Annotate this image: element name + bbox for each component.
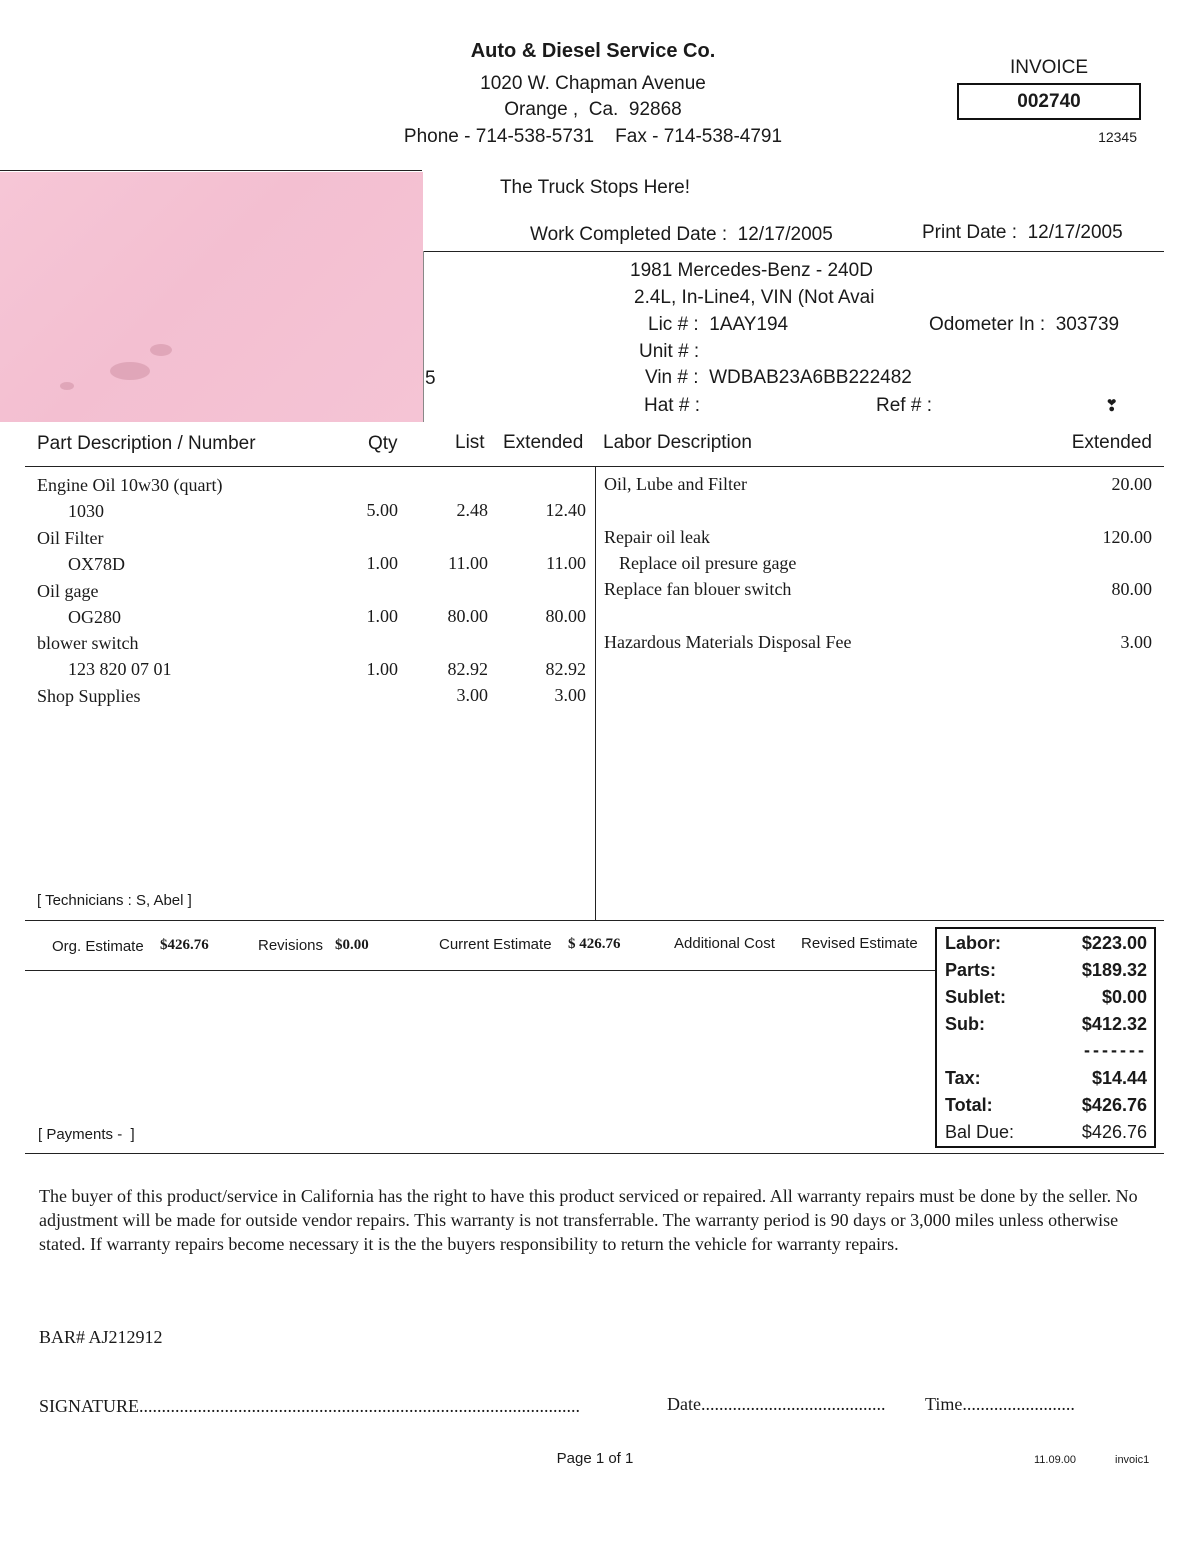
subtotal-dashes: ------- [1084,1040,1147,1060]
labor-row-2-amount: 120.00 [1102,527,1152,547]
part-row-5-extended: 3.00 [554,685,586,705]
labor-row-1-amount: 20.00 [1111,474,1152,494]
part-row-1-extended: 12.40 [545,500,586,520]
part-row-2-number: OX78D [68,554,125,574]
form-version: 11.09.00 [1034,1454,1077,1466]
signature-line: SIGNATURE.................................................................................................. [39,1396,581,1416]
tax-value: $14.44 [1091,1068,1147,1088]
parts-total-label: Parts: [945,960,997,980]
labor-row-2-desc: Repair oil leak [604,527,710,547]
vin-number: Vin # : WDBAB23A6BB222482 [645,367,912,388]
company-phone-fax: Phone - 714-538-5731 Fax - 714-538-4791 [403,126,783,147]
parts-labor-divider [595,466,596,921]
balance-due-value: $426.76 [1081,1122,1147,1142]
part-row-4-list: 82.92 [447,659,488,679]
col-list: List [455,432,485,453]
slogan: The Truck Stops Here! [499,177,691,198]
header-rule-left [0,170,422,171]
part-row-1-list: 2.48 [456,500,488,520]
page-number: Page 1 of 1 [556,1450,634,1467]
print-date: Print Date : 12/17/2005 [922,222,1123,243]
tax-label: Tax: [945,1068,981,1088]
part-row-2-list: 11.00 [448,553,488,573]
stray-digit: 5 [425,368,436,389]
work-completed-date: Work Completed Date : 12/17/2005 [530,224,833,245]
revised-estimate-label: Revised Estimate [801,935,918,952]
current-estimate-label: Current Estimate [439,936,552,953]
subtotal-value: $412.32 [1081,1014,1147,1034]
payments: [ Payments - ] [38,1126,135,1143]
labor-row-4-desc: Replace fan blouer switch [604,579,792,599]
part-row-5-list: 3.00 [456,685,488,705]
col-extended: Extended [503,432,584,453]
estimate-rule-top [25,920,1164,921]
unit-number: Unit # : [639,341,700,362]
customer-code: 12345 [1098,129,1137,145]
part-row-4-number: 123 820 07 01 [68,659,172,679]
labor-row-3-desc: Replace oil presure gage [619,553,797,573]
form-name: invoic1 [1115,1454,1150,1466]
part-row-1-qty: 5.00 [366,500,398,520]
sublet-total-value: $0.00 [1101,987,1147,1007]
hat-number: Hat # : [644,395,700,416]
company-address-line1: 1020 W. Chapman Avenue [480,73,706,94]
part-row-2-extended: 11.00 [546,553,586,573]
balance-due-label: Bal Due: [945,1122,1015,1142]
labor-row-4-amount: 80.00 [1111,579,1152,599]
labor-row-5-desc: Hazardous Materials Disposal Fee [604,632,852,652]
labor-row-1-desc: Oil, Lube and Filter [604,474,747,494]
org-estimate-label: Org. Estimate [52,938,144,955]
grand-total-label: Total: [945,1095,993,1115]
header-rule [424,251,1164,252]
totals-box [935,927,1156,1148]
part-row-4-extended: 82.92 [545,659,586,679]
part-row-2-desc: Oil Filter [37,528,104,548]
part-row-1-number: 1030 [68,501,104,521]
part-row-3-desc: Oil gage [37,581,99,601]
part-row-1-desc: Engine Oil 10w30 (quart) [37,475,223,495]
grand-total-value: $426.76 [1081,1095,1147,1115]
part-row-3-extended: 80.00 [545,606,586,626]
additional-cost-label: Additional Cost [674,935,775,952]
labor-row-5-amount: 3.00 [1120,632,1152,652]
sublet-total-label: Sublet: [945,987,1006,1007]
license-number: Lic # : 1AAY194 [648,314,789,335]
col-part-description: Part Description / Number [37,433,256,454]
estimate-rule-bottom [25,970,935,971]
vehicle-model: 1981 Mercedes-Benz - 240D [630,260,873,281]
warranty-rule [25,1153,1164,1154]
labor-total-value: $223.00 [1081,933,1147,953]
invoice-number: 002740 [957,83,1141,120]
subtotal-label: Sub: [945,1014,985,1034]
col-labor-extended: Extended [1071,432,1152,453]
part-row-2-qty: 1.00 [366,553,398,573]
org-estimate-value: $426.76 [160,937,209,953]
invoice-label: INVOICE [1009,57,1089,78]
parts-total-value: $189.32 [1081,960,1147,980]
company-address-line2: Orange , Ca. 92868 [504,99,682,120]
warranty-text: The buyer of this product/service in California has the right to have this product serviced or repaired. All warranty repairs must be done by the seller. No adjustment will be made for outside vendor repairs. This warranty is not transferrable. The warranty period is 90 days or 3,000 miles unless otherwise stated. If warranty repairs become necessary it is the the buyers responsibility to return the vehicle for warranty repairs. [39,1186,1138,1254]
part-row-4-qty: 1.00 [366,659,398,679]
company-name: Auto & Diesel Service Co. [470,40,716,62]
part-row-5-desc: Shop Supplies [37,686,141,706]
technicians: [ Technicians : S, Abel ] [37,892,192,909]
col-labor-description: Labor Description [603,432,752,453]
odometer-in: Odometer In : 303739 [929,314,1120,335]
pink-edge [423,251,424,422]
redaction-patch [0,172,423,422]
vehicle-engine: 2.4L, In-Line4, VIN (Not Avai [634,287,875,308]
part-row-3-number: OG280 [68,607,121,627]
ref-number: Ref # : [876,395,932,416]
labor-total-label: Labor: [945,933,1001,953]
part-row-3-list: 80.00 [447,606,488,626]
part-row-4-desc: blower switch [37,633,139,653]
col-qty: Qty [368,433,398,454]
revisions-label: Revisions [258,937,324,954]
time-line: Time......................... [925,1394,1075,1414]
bar-number: BAR# AJ212912 [39,1327,163,1347]
part-row-3-qty: 1.00 [366,606,398,626]
stray-mark: ❣ [1105,398,1119,415]
current-estimate-value: $ 426.76 [568,936,621,952]
revisions-value: $0.00 [335,937,369,953]
date-line: Date......................................... [667,1394,886,1414]
